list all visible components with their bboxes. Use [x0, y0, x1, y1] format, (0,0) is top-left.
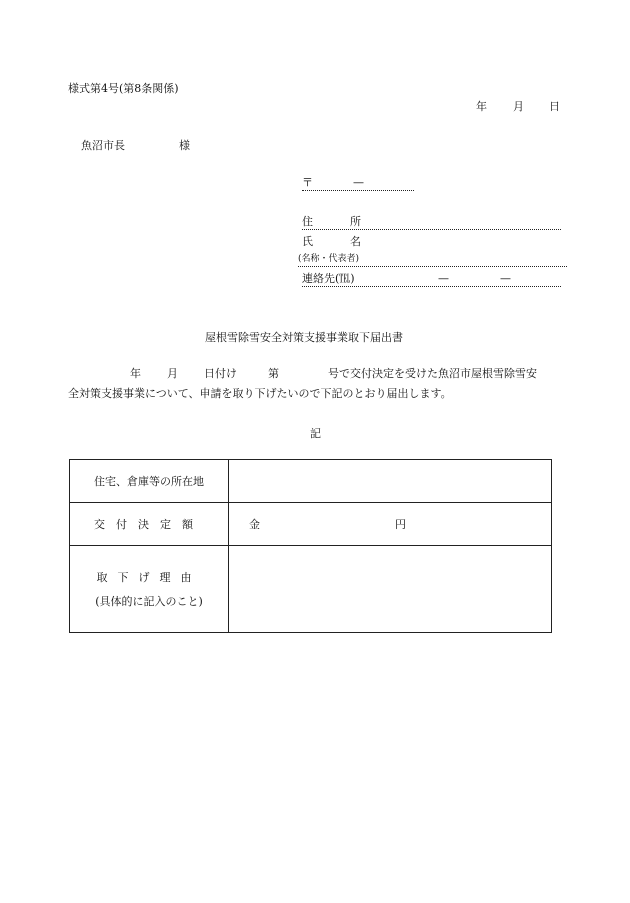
table-row [70, 503, 552, 546]
addressee-name: 魚沼市長 [81, 139, 125, 152]
body-no: 第 [268, 367, 279, 380]
amount-prefix: 金 [249, 518, 260, 531]
postal-dash: — [353, 176, 364, 189]
reason-label-main: 取下げ理由 [96, 571, 202, 584]
date-month: 月 [513, 100, 524, 113]
postal-line [302, 190, 414, 191]
location-label: 住宅、倉庫等の所在地 [70, 460, 229, 503]
body-year: 年 [130, 367, 141, 380]
contact-label: 連絡先(℡) [302, 272, 355, 285]
address-line [302, 229, 561, 230]
table-row [70, 546, 552, 633]
table-row [70, 460, 552, 503]
address-label-1: 住 [302, 215, 313, 228]
name-label-2: 名 [350, 235, 361, 248]
date-year: 年 [476, 100, 487, 113]
date-day: 日 [549, 100, 560, 113]
addressee-honorific: 様 [179, 139, 190, 152]
postal-mark: 〒 [302, 176, 313, 189]
reason-label-note: (具体的に記入のこと) [95, 595, 203, 608]
contact-dash-1: — [438, 272, 449, 285]
reason-value[interactable] [229, 546, 552, 633]
name-line [298, 266, 567, 267]
amount-suffix: 円 [395, 518, 406, 531]
withdrawal-table [69, 459, 552, 633]
grant-amount-value[interactable] [229, 503, 552, 546]
location-value[interactable] [229, 460, 552, 503]
name-note: (名称・代表者) [298, 254, 360, 264]
body-month: 月 [167, 367, 178, 380]
grant-amount-label: 交付決定額 [70, 503, 229, 546]
body-line2: 全対策支援事業について、申請を取り下げたいので下記のとおり届出します。 [68, 387, 452, 400]
name-label-1: 氏 [302, 235, 313, 248]
body-line1-rest: 号で交付決定を受けた魚沼市屋根雪除雪安 [328, 367, 537, 380]
contact-line [302, 286, 561, 287]
ki-mark: 記 [310, 427, 321, 440]
body-dated: 日付け [204, 367, 237, 380]
reason-label [70, 546, 229, 633]
document-title: 屋根雪除雪安全対策支援事業取下届出書 [205, 331, 403, 344]
address-label-2: 所 [350, 215, 361, 228]
form-number: 様式第4号(第8条関係) [68, 82, 179, 95]
contact-dash-2: — [500, 272, 511, 285]
